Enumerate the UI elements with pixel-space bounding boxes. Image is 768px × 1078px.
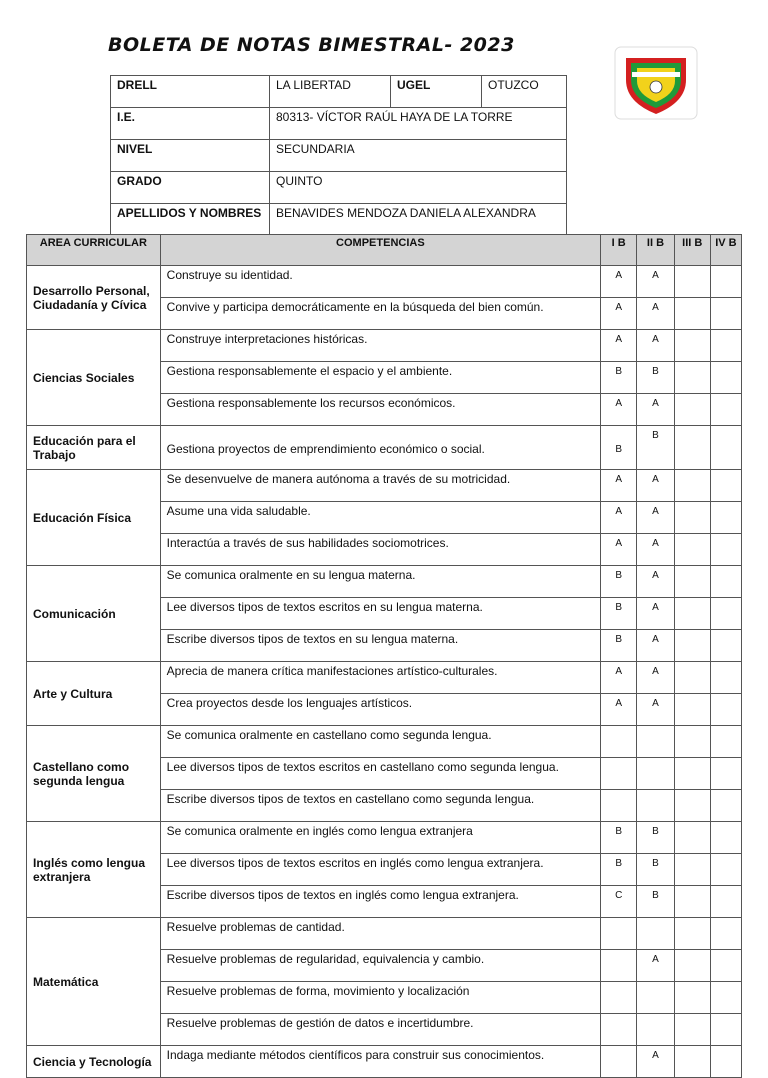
nombres-label: APELLIDOS Y NOMBRES xyxy=(111,204,270,236)
grade-cell-b4 xyxy=(710,694,741,726)
grade-cell-b1: A xyxy=(601,394,637,426)
grade-cell-b4 xyxy=(710,886,741,918)
area-name: Arte y Cultura xyxy=(27,662,161,726)
competency-text: Resuelve problemas de forma, movimiento y localización xyxy=(160,982,600,1014)
grade-cell-b2: B xyxy=(637,886,674,918)
competency-text: Escribe diversos tipos de textos en inglés como lengua extranjera. xyxy=(160,886,600,918)
grade-cell-b2: A xyxy=(637,694,674,726)
competency-text: Gestiona responsablemente el espacio y el ambiente. xyxy=(160,362,600,394)
ie-value: 80313- VÍCTOR RAÚL HAYA DE LA TORRE xyxy=(270,108,567,140)
grade-cell-b2: A xyxy=(637,630,674,662)
area-name: Ciencia y Tecnología xyxy=(27,1046,161,1078)
grade-cell-b3 xyxy=(674,854,710,886)
grade-cell-b3 xyxy=(674,982,710,1014)
nombres-value: BENAVIDES MENDOZA DANIELA ALEXANDRA xyxy=(270,204,567,236)
grade-cell-b4 xyxy=(710,298,741,330)
grade-cell-b3 xyxy=(674,694,710,726)
grade-cell-b3 xyxy=(674,426,710,470)
grade-cell-b1 xyxy=(601,918,637,950)
grade-cell-b2: B xyxy=(637,426,674,470)
grade-cell-b1 xyxy=(601,1046,637,1078)
competency-text: Gestiona responsablemente los recursos económicos. xyxy=(160,394,600,426)
grade-cell-b2: B xyxy=(637,822,674,854)
competency-text: Interactúa a través de sus habilidades sociomotrices. xyxy=(160,534,600,566)
competency-text: Construye su identidad. xyxy=(160,266,600,298)
grade-cell-b2: A xyxy=(637,502,674,534)
area-name: Comunicación xyxy=(27,566,161,662)
grade-cell-b2: A xyxy=(637,330,674,362)
area-name: Inglés como lengua extranjera xyxy=(27,822,161,918)
grade-cell-b2 xyxy=(637,1014,674,1046)
header-area: AREA CURRICULAR xyxy=(27,235,161,266)
grade-cell-b4 xyxy=(710,950,741,982)
grade-cell-b4 xyxy=(710,470,741,502)
competency-text: Resuelve problemas de cantidad. xyxy=(160,918,600,950)
grade-cell-b3 xyxy=(674,726,710,758)
nivel-label: NIVEL xyxy=(111,140,270,172)
grade-cell-b4 xyxy=(710,330,741,362)
ugel-value: OTUZCO xyxy=(482,76,567,108)
grade-cell-b3 xyxy=(674,950,710,982)
grade-cell-b3 xyxy=(674,662,710,694)
grade-cell-b2: B xyxy=(637,362,674,394)
competency-text: Se desenvuelve de manera autónoma a través de su motricidad. xyxy=(160,470,600,502)
report-title: BOLETA DE NOTAS BIMESTRAL- 2023 xyxy=(108,34,515,56)
grade-cell-b1 xyxy=(601,726,637,758)
competency-text: Lee diversos tipos de textos escritos en su lengua materna. xyxy=(160,598,600,630)
grade-cell-b3 xyxy=(674,534,710,566)
competency-text: Resuelve problemas de gestión de datos e incertidumbre. xyxy=(160,1014,600,1046)
competency-text: Indaga mediante métodos científicos para construir sus conocimientos. xyxy=(160,1046,600,1078)
grade-cell-b2 xyxy=(637,982,674,1014)
grade-cell-b2: A xyxy=(637,470,674,502)
competency-text: Se comunica oralmente en inglés como lengua extranjera xyxy=(160,822,600,854)
grade-cell-b3 xyxy=(674,298,710,330)
grade-cell-b2: A xyxy=(637,266,674,298)
grade-cell-b3 xyxy=(674,1014,710,1046)
grade-cell-b3 xyxy=(674,266,710,298)
grade-cell-b4 xyxy=(710,982,741,1014)
competency-text: Construye interpretaciones históricas. xyxy=(160,330,600,362)
grade-cell-b2: B xyxy=(637,854,674,886)
grade-cell-b1: A xyxy=(601,298,637,330)
competency-text: Aprecia de manera crítica manifestaciones artístico-culturales. xyxy=(160,662,600,694)
table-row xyxy=(27,662,742,694)
grade-cell-b3 xyxy=(674,598,710,630)
grade-cell-b1: A xyxy=(601,502,637,534)
grade-cell-b2: A xyxy=(637,662,674,694)
competency-text: Crea proyectos desde los lenguajes artísticos. xyxy=(160,694,600,726)
school-crest-icon xyxy=(614,46,698,120)
grade-cell-b2: A xyxy=(637,1046,674,1078)
grade-cell-b3 xyxy=(674,394,710,426)
grado-value: QUINTO xyxy=(270,172,567,204)
grade-cell-b1 xyxy=(601,982,637,1014)
grade-cell-b3 xyxy=(674,362,710,394)
grade-cell-b4 xyxy=(710,598,741,630)
grades-table xyxy=(26,234,742,1078)
ugel-label: UGEL xyxy=(391,76,482,108)
grade-cell-b2 xyxy=(637,790,674,822)
header-competencias: COMPETENCIAS xyxy=(160,235,600,266)
header-bimester-2: II B xyxy=(637,235,674,266)
grade-cell-b4 xyxy=(710,630,741,662)
student-info-table xyxy=(110,75,567,236)
grade-cell-b2 xyxy=(637,726,674,758)
grade-cell-b1: B xyxy=(601,630,637,662)
grade-cell-b1 xyxy=(601,790,637,822)
grade-cell-b4 xyxy=(710,758,741,790)
grade-cell-b4 xyxy=(710,918,741,950)
table-row xyxy=(27,470,742,502)
area-name: Castellano como segunda lengua xyxy=(27,726,161,822)
grade-cell-b1 xyxy=(601,758,637,790)
area-name: Educación Física xyxy=(27,470,161,566)
grade-cell-b1: B xyxy=(601,566,637,598)
drell-value: LA LIBERTAD xyxy=(270,76,391,108)
competency-text: Asume una vida saludable. xyxy=(160,502,600,534)
grade-cell-b4 xyxy=(710,1046,741,1078)
grade-cell-b4 xyxy=(710,854,741,886)
grade-cell-b4 xyxy=(710,502,741,534)
competency-text: Escribe diversos tipos de textos en su lengua materna. xyxy=(160,630,600,662)
header-bimester-4: IV B xyxy=(710,235,741,266)
competency-text: Lee diversos tipos de textos escritos en castellano como segunda lengua. xyxy=(160,758,600,790)
grade-cell-b1 xyxy=(601,950,637,982)
grade-cell-b1: A xyxy=(601,534,637,566)
grade-cell-b3 xyxy=(674,822,710,854)
grade-cell-b1: B xyxy=(601,822,637,854)
area-name: Desarrollo Personal, Ciudadanía y Cívica xyxy=(27,266,161,330)
grade-cell-b1: B xyxy=(601,426,637,470)
table-row xyxy=(27,726,742,758)
grade-cell-b2: A xyxy=(637,950,674,982)
competency-text: Convive y participa democráticamente en la búsqueda del bien común. xyxy=(160,298,600,330)
grade-cell-b2 xyxy=(637,758,674,790)
table-row xyxy=(27,330,742,362)
table-row xyxy=(27,918,742,950)
competency-text: Lee diversos tipos de textos escritos en inglés como lengua extranjera. xyxy=(160,854,600,886)
table-row xyxy=(27,266,742,298)
grade-cell-b2: A xyxy=(637,298,674,330)
table-row xyxy=(27,1046,742,1078)
grade-cell-b4 xyxy=(710,662,741,694)
header-bimester-1: I B xyxy=(601,235,637,266)
area-name: Matemática xyxy=(27,918,161,1046)
table-row xyxy=(27,566,742,598)
grade-cell-b1: B xyxy=(601,598,637,630)
grade-cell-b3 xyxy=(674,470,710,502)
grade-cell-b3 xyxy=(674,790,710,822)
grade-cell-b1: B xyxy=(601,362,637,394)
grade-cell-b1: C xyxy=(601,886,637,918)
grade-cell-b4 xyxy=(710,1014,741,1046)
grade-cell-b4 xyxy=(710,362,741,394)
area-name: Educación para el Trabajo xyxy=(27,426,161,470)
grade-cell-b2: A xyxy=(637,534,674,566)
grade-cell-b2: A xyxy=(637,566,674,598)
grade-cell-b3 xyxy=(674,918,710,950)
competency-text: Resuelve problemas de regularidad, equivalencia y cambio. xyxy=(160,950,600,982)
grade-cell-b3 xyxy=(674,566,710,598)
grade-cell-b4 xyxy=(710,790,741,822)
grade-cell-b2: A xyxy=(637,394,674,426)
grade-cell-b1: A xyxy=(601,694,637,726)
grade-cell-b1: A xyxy=(601,330,637,362)
grade-cell-b2: A xyxy=(637,598,674,630)
grade-cell-b1: A xyxy=(601,662,637,694)
grade-cell-b3 xyxy=(674,1046,710,1078)
grado-label: GRADO xyxy=(111,172,270,204)
competency-text: Gestiona proyectos de emprendimiento económico o social. xyxy=(160,426,600,470)
grade-cell-b3 xyxy=(674,502,710,534)
grade-cell-b3 xyxy=(674,330,710,362)
grade-cell-b2 xyxy=(637,918,674,950)
grade-cell-b3 xyxy=(674,758,710,790)
grade-cell-b3 xyxy=(674,886,710,918)
competency-text: Se comunica oralmente en castellano como segunda lengua. xyxy=(160,726,600,758)
grade-cell-b1: B xyxy=(601,854,637,886)
grade-cell-b1 xyxy=(601,1014,637,1046)
grade-cell-b1: A xyxy=(601,470,637,502)
grade-cell-b4 xyxy=(710,266,741,298)
grade-cell-b4 xyxy=(710,426,741,470)
competency-text: Se comunica oralmente en su lengua materna. xyxy=(160,566,600,598)
grade-cell-b3 xyxy=(674,630,710,662)
header-bimester-3: III B xyxy=(674,235,710,266)
grade-cell-b4 xyxy=(710,726,741,758)
area-name: Ciencias Sociales xyxy=(27,330,161,426)
grade-cell-b1: A xyxy=(601,266,637,298)
grade-cell-b4 xyxy=(710,566,741,598)
competency-text: Escribe diversos tipos de textos en castellano como segunda lengua. xyxy=(160,790,600,822)
grade-cell-b4 xyxy=(710,534,741,566)
table-row xyxy=(27,426,742,470)
drell-label: DRELL xyxy=(111,76,270,108)
grade-cell-b4 xyxy=(710,394,741,426)
grade-cell-b4 xyxy=(710,822,741,854)
table-row xyxy=(27,822,742,854)
nivel-value: SECUNDARIA xyxy=(270,140,567,172)
ie-label: I.E. xyxy=(111,108,270,140)
